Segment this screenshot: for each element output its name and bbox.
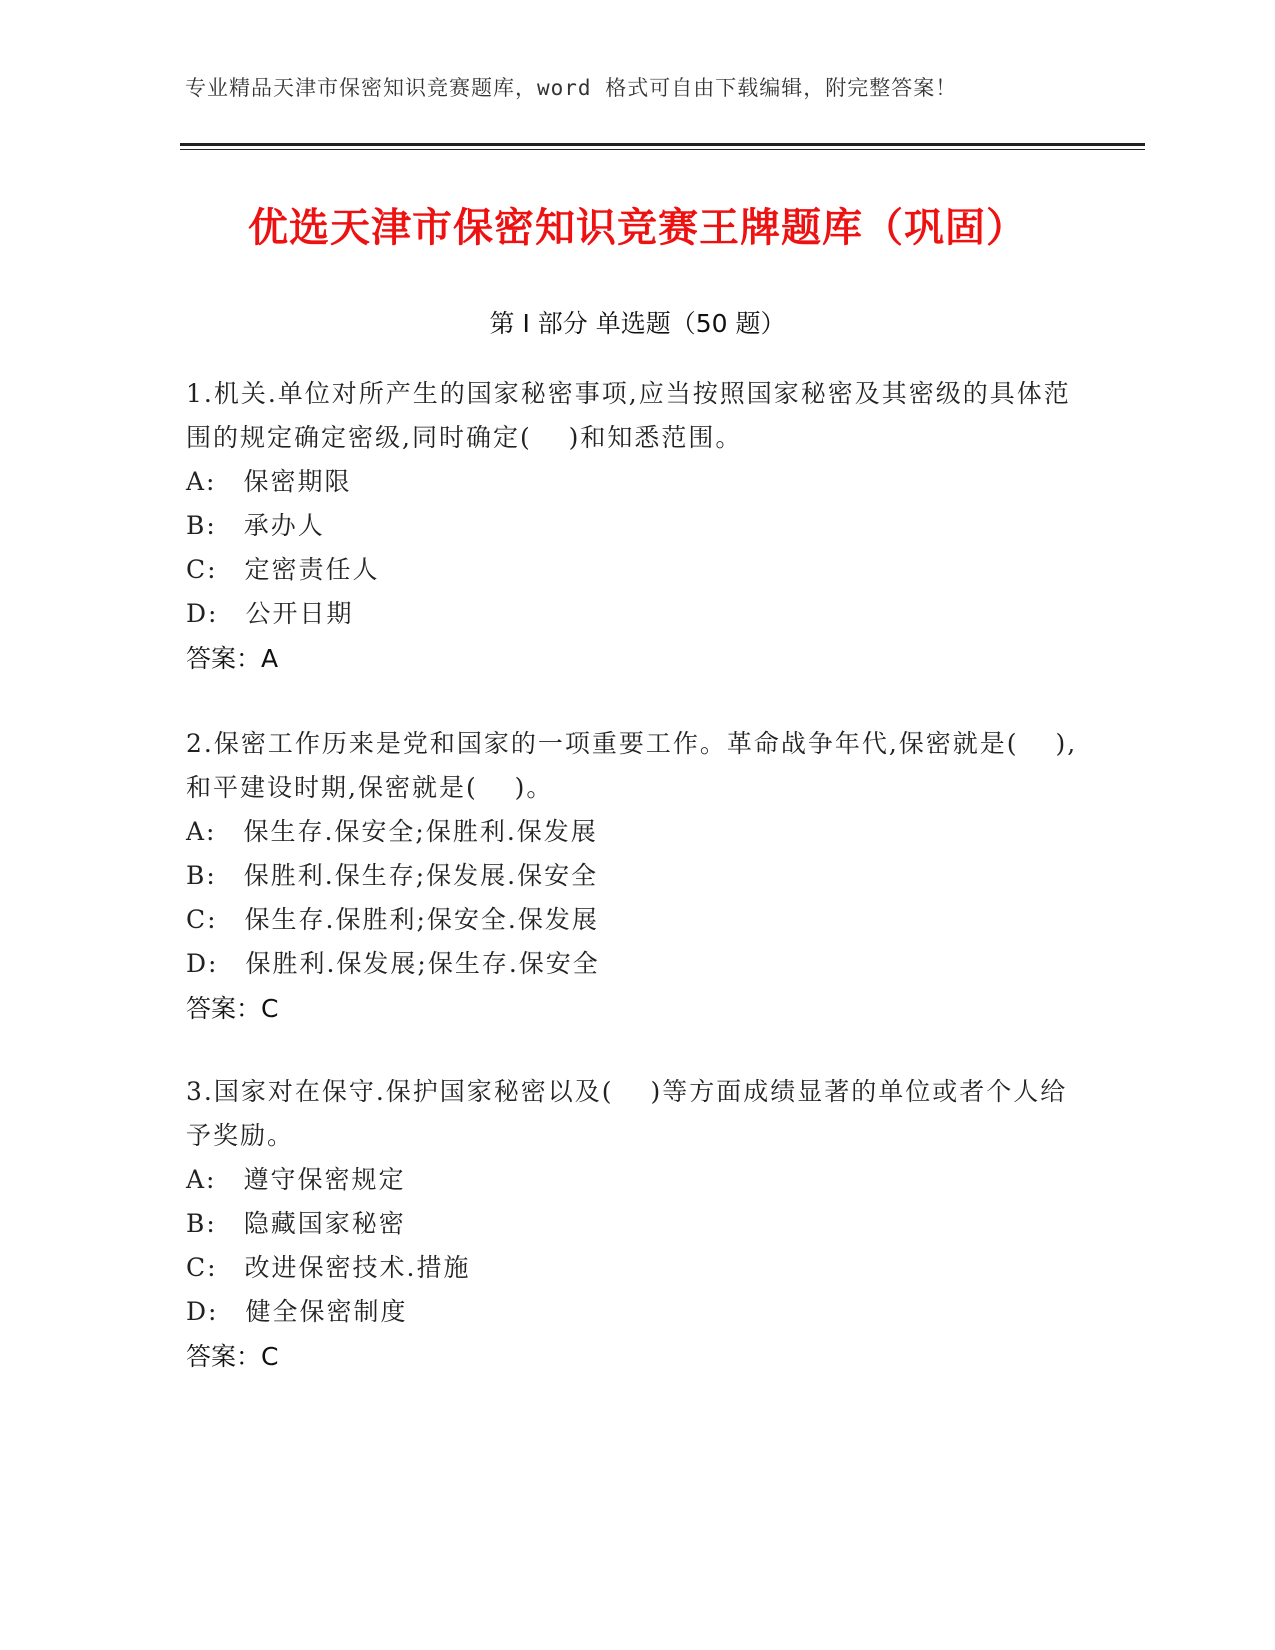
header-divider-thick — [180, 143, 1145, 146]
answer-line: 答案：C — [186, 1342, 279, 1371]
option-b: B: 承办人 — [186, 511, 325, 540]
question-stem: 2.保密工作历来是党和国家的一项重要工作。革命战争年代,保密就是( ),和平建设时期,保密就是( )。 — [186, 729, 1078, 802]
option-d: D: 健全保密制度 — [186, 1297, 408, 1326]
answer-line: 答案：A — [186, 644, 279, 673]
question-block — [186, 1070, 1086, 1380]
option-b: B: 保胜利.保生存;保发展.保安全 — [186, 861, 599, 890]
answer-line: 答案：C — [186, 994, 279, 1023]
option-d: D: 保胜利.保发展;保生存.保安全 — [186, 949, 600, 978]
option-d: D: 公开日期 — [186, 599, 354, 628]
question-block — [186, 722, 1086, 1032]
option-a: A: 遵守保密规定 — [186, 1165, 406, 1194]
option-c: C: 保生存.保胜利;保安全.保发展 — [186, 905, 599, 934]
question-stem: 3.国家对在保守.保护国家秘密以及( )等方面成绩显著的单位或者个人给予奖励。 — [186, 1077, 1068, 1150]
section-title: 第 I 部分 单选题（50 题） — [489, 309, 786, 338]
option-b: B: 隐藏国家秘密 — [186, 1209, 406, 1238]
option-c: C: 定密责任人 — [186, 555, 380, 584]
option-a: A: 保生存.保安全;保胜利.保发展 — [186, 817, 598, 846]
question-block — [186, 372, 1086, 682]
question-stem: 1.机关.单位对所产生的国家秘密事项,应当按照国家秘密及其密级的具体范围的规定确定密级,同时确定( )和知悉范围。 — [186, 379, 1071, 452]
header-divider-thin — [180, 149, 1145, 150]
option-c: C: 改进保密技术.措施 — [186, 1253, 471, 1282]
option-a: A: 保密期限 — [186, 467, 352, 496]
document-title: 优选天津市保密知识竞赛王牌题库（巩固） — [248, 205, 1027, 251]
header-note: 专业精品天津市保密知识竞赛题库，word 格式可自由下载编辑，附完整答案！ — [185, 76, 958, 100]
